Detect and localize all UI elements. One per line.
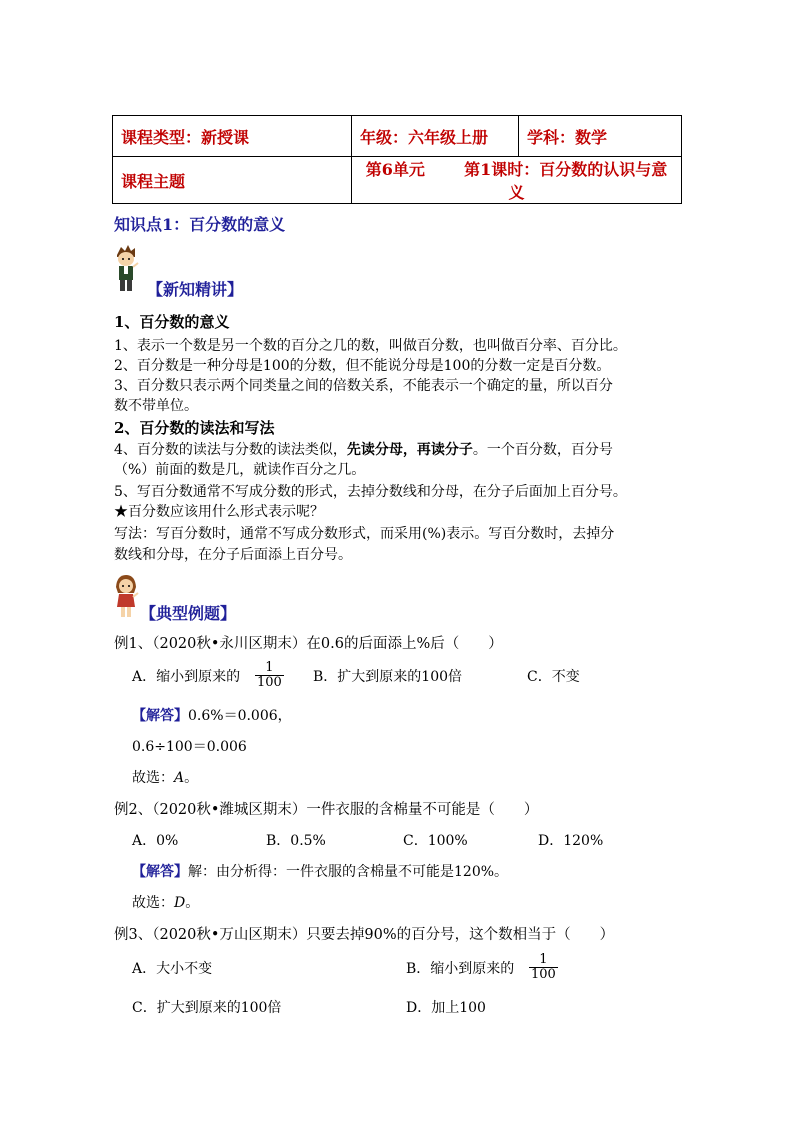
course-type-cell: 课程类型：新授课: [113, 116, 352, 157]
subheading-read-write: 2、百分数的读法和写法: [114, 419, 275, 437]
knowledge-point-title: 知识点1：百分数的意义: [114, 215, 286, 234]
paragraph-4a-bold: 先读分母，再读分子: [346, 442, 473, 458]
example-1-option-a: A．缩小到原来的: [132, 669, 241, 685]
paragraph-3a: 3、百分数只表示两个同类量之间的倍数关系，不能表示一个确定的量，所以百分: [114, 378, 613, 394]
choice-label: 故选：: [132, 895, 174, 911]
fraction-numerator: 1: [255, 661, 284, 676]
cartoon-girl-icon: [113, 573, 139, 619]
paragraph-4a: [114, 441, 613, 459]
solution-tag: 【解答】: [132, 708, 188, 724]
unit-label: 第6单元: [365, 160, 425, 179]
example-1-fraction: [255, 661, 284, 690]
paragraph-4a-part-1: 4、百分数的读法与分数的读法类似，: [114, 442, 347, 458]
example-2-option-a: A．0%: [132, 833, 179, 849]
choice-letter: A: [174, 770, 185, 786]
paragraph-4a-part-2: 。一个百分数，百分号: [472, 442, 613, 458]
section-examples: 【典型例题】: [140, 604, 237, 623]
subheading-meaning: 1、百分数的意义: [114, 313, 230, 331]
cartoon-boy-icon: [113, 245, 139, 293]
example-2-option-c: C．100%: [403, 833, 468, 849]
example-2-option-d: D．120%: [538, 833, 604, 849]
example-2-choice: [132, 894, 199, 912]
choice-letter: D: [174, 895, 186, 911]
paragraph-3b: 数不带单位。: [114, 398, 198, 414]
example-2-option-b: B．0.5%: [266, 833, 326, 849]
example-2-solution: [132, 863, 508, 881]
example-3-fraction: [529, 953, 558, 982]
example-1-solution: [132, 707, 292, 725]
star-answer-b: 数线和分母，在分子后面添上百分号。: [114, 547, 352, 563]
paragraph-4b: （%）前面的数是几，就读作百分之几。: [114, 462, 366, 478]
example-3-option-c: C．扩大到原来的100倍: [132, 1000, 282, 1016]
example-3-question: 例3、（2020秋•万山区期末）只要去掉90%的百分号，这个数相当于（ ）: [114, 927, 615, 943]
lesson-label: 第1课时：百分数的认识与意义: [464, 160, 668, 202]
example-3-option-a: A．大小不变: [132, 961, 213, 977]
example-1-option-b: B．扩大到原来的100倍: [313, 669, 463, 685]
course-topic-cell: [352, 157, 682, 204]
grade-cell: 年级：六年级上册: [352, 116, 519, 157]
fraction-numerator: 1: [529, 953, 558, 968]
star-question: ★百分数应该用什么形式表示呢？: [114, 504, 324, 520]
example-1-solution-line-2: 0.6÷100＝0.006: [132, 739, 247, 755]
fraction-denominator: 100: [531, 967, 556, 982]
example-1-option-c: C．不变: [527, 669, 580, 685]
choice-label: 故选：: [132, 770, 174, 786]
paragraph-1: 1、表示一个数是另一个数的百分之几的数，叫做百分数，也叫做百分率、百分比。: [114, 338, 627, 354]
course-info-row-1: [113, 116, 682, 157]
choice-end: 。: [184, 770, 199, 786]
example-1-question: 例1、（2020秋•永川区期末）在0.6的后面添上%后（ ）: [114, 636, 503, 652]
solution-line-1: 0.6%＝0.006，: [188, 708, 292, 724]
star-answer-a: 写法：写百分数时，通常不写成分数形式，而采用(%)表示。写百分数时，去掉分: [114, 526, 615, 542]
fraction-denominator: 100: [257, 675, 282, 690]
paragraph-2: 2、百分数是一种分母是100的分数，但不能说分母是100的分数一定是百分数。: [114, 358, 611, 374]
course-info-table: [112, 115, 682, 204]
example-2-question: 例2、（2020秋•潍城区期末）一件衣服的含棉量不可能是（ ）: [114, 802, 539, 818]
example-1-choice: [132, 769, 198, 787]
paragraph-5: 5、写百分数通常不写成分数的形式，去掉分数线和分母，在分子后面加上百分号。: [114, 484, 627, 500]
solution-text: 解：由分析得：一件衣服的含棉量不可能是120%。: [188, 864, 509, 880]
choice-end: 。: [185, 895, 200, 911]
example-3-option-b: B．缩小到原来的: [406, 961, 515, 977]
course-topic-label-cell: 课程主题: [113, 157, 352, 204]
solution-tag: 【解答】: [132, 864, 188, 880]
section-new-knowledge: 【新知精讲】: [147, 280, 244, 299]
subject-cell: 学科：数学: [519, 116, 682, 157]
example-3-option-d: D．加上100: [406, 1000, 486, 1016]
course-info-row-2: [113, 157, 682, 204]
